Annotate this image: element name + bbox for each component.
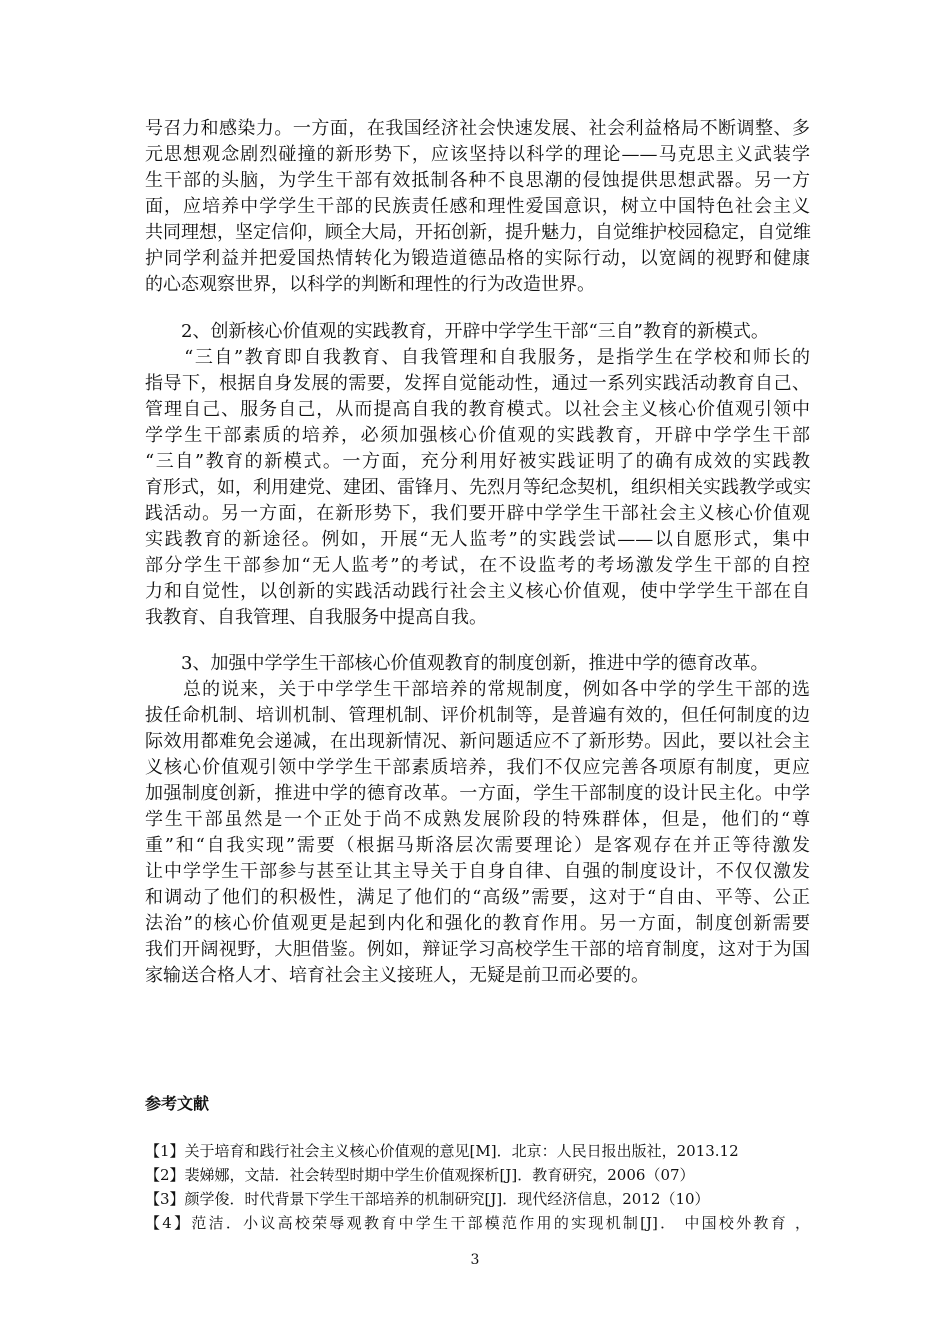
paragraph-3-line: 法治”的核心价值观更是起到内化和强化的教育作用。另一方面，制度创新需要 <box>145 913 810 934</box>
paragraph-3-line: 我们开阔视野，大胆借鉴。例如，辩证学习高校学生干部的培育制度，这对于为国 <box>145 939 810 960</box>
paragraph-2-line: 我教育、自我管理、自我服务中提高自我。 <box>145 607 487 628</box>
paragraph-3-line: 总的说来，关于中学学生干部培养的常规制度，例如各中学的学生干部的选 <box>145 679 810 700</box>
paragraph-3-line: 义核心价值观引领中学学生干部素质培养，我们不仅应完善各项原有制度，更应 <box>145 757 810 778</box>
paragraph-3-line: 加强制度创新，推进中学的德育改革。一方面，学生干部制度的设计民主化。中学 <box>145 783 810 804</box>
paragraph-3-line: 际效用都难免会递减，在出现新情况、新问题适应不了新形势。因此，要以社会主 <box>145 731 810 752</box>
section-2-heading: 2、创新核心价值观的实践教育，开辟中学学生干部“三自”教育的新模式。 <box>145 321 769 342</box>
paragraph-1-line: 生干部的头脑，为学生干部有效抵制各种不良思潮的侵蚀提供思想武器。另一方 <box>145 170 810 191</box>
section-3-heading: 3、加强中学学生干部核心价值观教育的制度创新，推进中学的德育改革。 <box>145 653 769 674</box>
paragraph-2-line: 指导下，根据自身发展的需要，发挥自觉能动性，通过一系列实践活动教育自己、 <box>145 373 810 394</box>
paragraph-2-line: “三自”教育的新模式。一方面，充分利用好被实践证明了的确有成效的实践教 <box>145 451 810 472</box>
reference-item: 【1】关于培育和践行社会主义核心价值观的意见[M]．北京：人民日报出版社，2013.12 <box>145 1142 739 1160</box>
paragraph-1-line: 的心态观察世界，以科学的判断和理性的行为改造世界。 <box>145 274 595 295</box>
paragraph-2-line: “三自”教育即自我教育、自我管理和自我服务，是指学生在学校和师长的 <box>145 347 810 368</box>
page-number: 3 <box>470 1252 480 1268</box>
paragraph-2-line: 学学生干部素质的培养，必须加强核心价值观的实践教育，开辟中学学生干部 <box>145 425 810 446</box>
paragraph-2-line: 实践教育的新途径。例如，开展“无人监考”的实践尝试——以自愿形式，集中 <box>145 529 810 550</box>
paragraph-1-line: 面，应培养中学学生干部的民族责任感和理性爱国意识，树立中国特色社会主义 <box>145 196 810 217</box>
paragraph-2-line: 部分学生干部参加“无人监考”的考试，在不设监考的考场激发学生干部的自控 <box>145 555 810 576</box>
paragraph-2-line: 力和自觉性，以创新的实践活动践行社会主义核心价值观，使中学学生干部在自 <box>145 581 810 602</box>
paragraph-2-line: 践活动。另一方面，在新形势下，我们要开辟中学学生干部社会主义核心价值观 <box>145 503 810 524</box>
reference-item: 【2】裴娣娜，文喆．社会转型时期中学生价值观探析[J]．教育研究，2006（07） <box>145 1166 695 1184</box>
reference-item: 【4】范洁．小议高校荣辱观教育中学生干部模范作用的实现机制[J]． 中国校外教育 ， <box>145 1214 810 1232</box>
paragraph-3-line: 和调动了他们的积极性，满足了他们的“高级”需要，这对于“自由、平等、公正 <box>145 887 810 908</box>
paragraph-3-line: 学生干部虽然是一个正处于尚不成熟发展阶段的特殊群体，但是，他们的“尊 <box>145 809 810 830</box>
paragraph-1-line: 护同学利益并把爱国热情转化为锻造道德品格的实际行动，以宽阔的视野和健康 <box>145 248 810 269</box>
paragraph-2-line: 育形式，如，利用建党、建团、雷锋月、先烈月等纪念契机，组织相关实践教学或实 <box>145 477 811 498</box>
paragraph-2-line: 管理自己、服务自己，从而提高自我的教育模式。以社会主义核心价值观引领中 <box>145 399 810 420</box>
references-heading: 参考文献 <box>145 1094 210 1113</box>
paragraph-1-line: 共同理想，坚定信仰，顾全大局，开拓创新，提升魅力，自觉维护校园稳定，自觉维 <box>145 222 811 243</box>
paragraph-3-line: 家输送合格人才、培育社会主义接班人，无疑是前卫而必要的。 <box>145 965 649 986</box>
paragraph-1-line: 号召力和感染力。一方面，在我国经济社会快速发展、社会利益格局不断调整、多 <box>145 118 810 139</box>
paragraph-3-line: 让中学学生干部参与甚至让其主导关于自身自律、自强的制度设计，不仅仅激发 <box>145 861 810 882</box>
paragraph-3-line: 重”和“自我实现”需要（根据马斯洛层次需要理论）是客观存在并正等待激发 <box>145 835 810 856</box>
paragraph-1-line: 元思想观念剧烈碰撞的新形势下，应该坚持以科学的理论——马克思主义武装学 <box>145 144 810 165</box>
paragraph-3-line: 拔任命机制、培训机制、管理机制、评价机制等，是普遍有效的，但任何制度的边 <box>145 705 810 726</box>
reference-item: 【3】颜学俊．时代背景下学生干部培养的机制研究[J]．现代经济信息，2012（10） <box>145 1190 710 1208</box>
